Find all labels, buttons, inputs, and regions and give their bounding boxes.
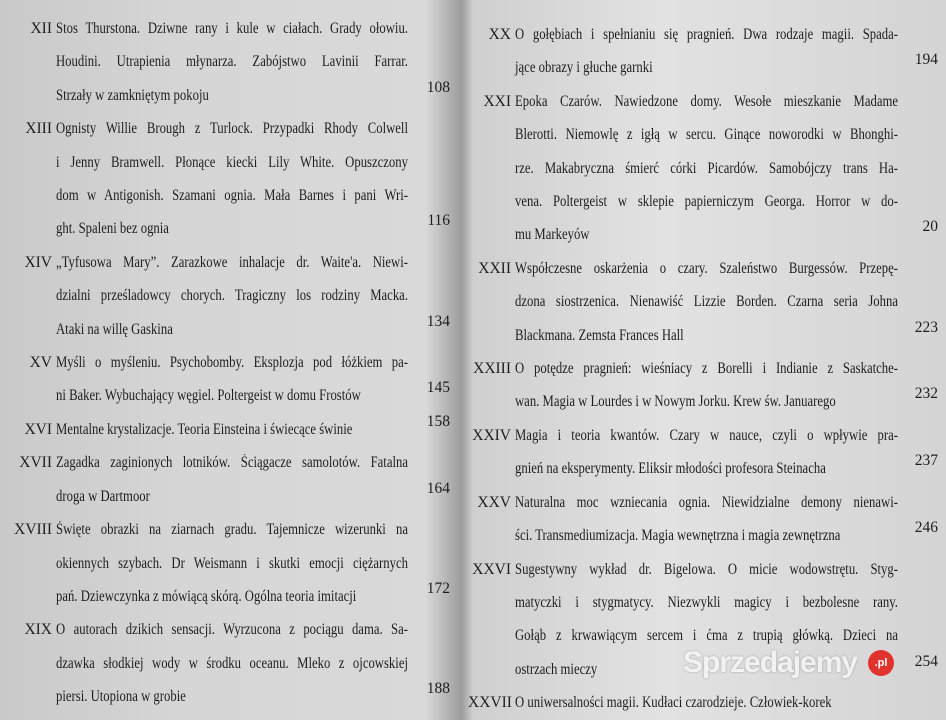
title-line: Myśli o myśleniu. Psychobomby. Eksplozja pod łóżkiem pa- bbox=[56, 354, 408, 372]
toc-entry bbox=[0, 12, 450, 112]
title-line: droga w Dartmoor bbox=[56, 487, 150, 505]
chapter-title bbox=[56, 413, 408, 446]
title-line: i Jenny Bramwell. Płonące kiecki Lily White. Opuszczony bbox=[56, 153, 408, 171]
chapter-title bbox=[515, 686, 898, 719]
page-number: 188 bbox=[426, 680, 450, 698]
title-line: Magia i teoria kwantów. Czary w nauce, czyli o wpływie pra- bbox=[515, 426, 898, 444]
chapter-title bbox=[56, 12, 408, 112]
chapter-numeral: XXI bbox=[483, 92, 511, 110]
title-line: dom w Antigonish. Szamani ognia. Mała Barnes i pani Wri- bbox=[56, 187, 408, 205]
toc-entry bbox=[468, 352, 938, 419]
chapter-numeral: XXIV bbox=[472, 426, 511, 444]
title-line: Gołąb z krwawiącym sercem i ćma z trupią główką. Dzieci na bbox=[515, 627, 898, 645]
toc-entry bbox=[468, 18, 938, 85]
chapter-title bbox=[56, 613, 408, 713]
title-line: dzawka słodkiej wody w środku oceanu. Mleko z ojcowskiej bbox=[56, 654, 408, 672]
watermark-badge: .pl bbox=[868, 650, 894, 676]
page-number: 108 bbox=[426, 78, 450, 96]
title-line: Ataki na willę Gaskina bbox=[56, 320, 173, 338]
toc-entry bbox=[0, 413, 450, 446]
chapter-title bbox=[515, 18, 898, 85]
toc-entry bbox=[468, 686, 938, 719]
chapter-numeral: XVII bbox=[19, 454, 52, 472]
chapter-numeral: XII bbox=[30, 20, 52, 37]
chapter-numeral: XV bbox=[29, 354, 52, 372]
title-line: Epoka Czarów. Nawiedzone domy. Wesołe mieszkanie Madame bbox=[515, 92, 898, 110]
toc-entry bbox=[0, 112, 450, 246]
chapter-title bbox=[56, 446, 408, 513]
page-number: 116 bbox=[427, 212, 450, 230]
title-line: piersi. Utopiona w grobie bbox=[56, 688, 186, 706]
page-number: 145 bbox=[426, 379, 450, 397]
chapter-title bbox=[56, 346, 408, 413]
title-line: pań. Dziewczynka z mówiącą skórą. Ogólna teoria imitacji bbox=[56, 587, 357, 605]
page-number: 164 bbox=[426, 479, 450, 497]
toc-entry bbox=[468, 486, 938, 553]
title-line: O gołębiach i spełnianiu się pragnień. Dwa rodzaje magii. Spada- bbox=[515, 26, 898, 43]
toc-entry bbox=[0, 613, 450, 713]
title-line: jące obrazy i głuche garnki bbox=[515, 59, 653, 77]
title-line: dzona siostrzenica. Nienawiść Lizzie Borden. Czarna seria Johna bbox=[515, 293, 898, 311]
chapter-numeral: XXVI bbox=[472, 560, 511, 578]
title-line: wan. Magia w Lourdes i w Nowym Jorku. Krew św. Januarego bbox=[515, 393, 836, 411]
toc-entry bbox=[468, 419, 938, 486]
chapter-numeral: XXII bbox=[478, 259, 511, 277]
title-line: ostrzach mieczy bbox=[515, 660, 598, 678]
page-number: 172 bbox=[426, 579, 450, 597]
chapter-title bbox=[56, 112, 408, 246]
title-line: ści. Transmediumizacja. Magia wewnętrzna i magia zewnętrzna bbox=[515, 527, 841, 545]
chapter-title bbox=[515, 85, 898, 252]
title-line: O uniwersalności magii. Kudłaci czarodzieje. Człowiek-korek bbox=[515, 694, 832, 712]
title-line: Naturalna moc wzniecania ognia. Niewidzialne demony nienawi- bbox=[515, 493, 898, 511]
title-line: Blerotti. Niemowlę z igłą w sercu. Ginące noworodki w Bhonghi- bbox=[515, 126, 898, 144]
left-page bbox=[0, 12, 450, 714]
page-number: 158 bbox=[426, 412, 450, 430]
title-line: O autorach dzikich sensacji. Wyrzucona z pociągu dama. Sa- bbox=[56, 621, 408, 639]
title-line: dzialni prześladowcy chorych. Tragiczny los rodziny Macka. bbox=[56, 287, 408, 305]
title-line: matyczki i stygmatycy. Niezwykli magicy i bezbolesne rany. bbox=[515, 593, 898, 611]
chapter-title bbox=[515, 486, 898, 553]
toc-entry bbox=[0, 346, 450, 413]
page-number: 254 bbox=[914, 652, 938, 670]
page-number: 246 bbox=[914, 519, 938, 537]
page-number: 20 bbox=[922, 218, 938, 236]
title-line: vena. Poltergeist w sklepie papierniczym Georga. Horror w do- bbox=[515, 193, 898, 211]
toc-entry bbox=[0, 446, 450, 513]
chapter-numeral: XX bbox=[488, 26, 511, 43]
title-line: Święte obrazki na ziarnach gradu. Tajemnicze wizerunki na bbox=[56, 521, 408, 539]
page-number: 134 bbox=[426, 312, 450, 330]
toc-entry bbox=[0, 513, 450, 613]
page-number: 223 bbox=[914, 318, 938, 336]
chapter-numeral: XXVII bbox=[468, 694, 512, 712]
title-line: Współczesne oskarżenia o czary. Szaleństwo Burgessów. Przepę- bbox=[515, 259, 898, 277]
chapter-numeral: XIII bbox=[25, 120, 52, 138]
chapter-numeral: XIX bbox=[24, 621, 52, 639]
toc-entry bbox=[0, 246, 450, 346]
title-line: okiennych szybach. Dr Weismann i skutki emocji ciężarnych bbox=[56, 554, 408, 572]
chapter-numeral: XXV bbox=[477, 493, 511, 511]
chapter-numeral: XXIII bbox=[473, 360, 511, 378]
title-line: „Tyfusowa Mary”. Zarazkowe inhalacje dr. Waite'a. Niewi- bbox=[56, 253, 408, 271]
title-line: ght. Spaleni bez ognia bbox=[56, 220, 169, 238]
title-line: gnień na eksperymenty. Eliksir młodości profesora Steinacha bbox=[515, 460, 826, 478]
chapter-numeral: XVI bbox=[24, 420, 52, 438]
title-line: rze. Makabryczna śmierć córki Picardów. Samobójczy trans Ha- bbox=[515, 159, 898, 177]
chapter-title bbox=[56, 513, 408, 613]
title-line: Blackmana. Zemsta Frances Hall bbox=[515, 326, 684, 344]
title-line: mu Markeyów bbox=[515, 226, 590, 244]
toc-entry bbox=[468, 85, 938, 252]
chapter-title bbox=[515, 252, 898, 352]
page-number: 194 bbox=[914, 51, 938, 69]
chapter-title bbox=[515, 352, 898, 419]
title-line: Zagadka zaginionych lotników. Ściągacze samolotów. Fatalna bbox=[56, 454, 408, 472]
chapter-numeral: XIV bbox=[24, 253, 52, 271]
title-line: Sugestywny wykład dr. Bigelowa. O micie wodowstrętu. Styg- bbox=[515, 560, 898, 578]
title-line: Ognisty Willie Brough z Turlock. Przypadki Rhody Colwell bbox=[56, 120, 408, 138]
title-line: O potędze pragnień: wieśniacy z Borelli i Indianie z Saskatche- bbox=[515, 360, 898, 378]
title-line: Mentalne krystalizacje. Teoria Einsteina i świecące świnie bbox=[56, 420, 353, 438]
title-line: Strzały w zamkniętym pokoju bbox=[56, 86, 209, 104]
right-page bbox=[468, 18, 938, 720]
page-number: 237 bbox=[914, 452, 938, 470]
toc-entry bbox=[468, 252, 938, 352]
title-line: Houdini. Utrapienia młynarza. Zabójstwo Lavinii Farrar. bbox=[56, 53, 408, 71]
chapter-title bbox=[515, 419, 898, 486]
title-line: Stos Thurstona. Dziwne rany i kule w ciałach. Grady ołowiu. bbox=[56, 20, 408, 37]
chapter-title bbox=[56, 246, 408, 346]
watermark-logo: Sprzedajemy bbox=[683, 646, 858, 679]
page-number: 232 bbox=[914, 385, 938, 403]
chapter-numeral: XVIII bbox=[14, 521, 52, 539]
title-line: ni Baker. Wybuchający węgiel. Poltergeist w domu Frostów bbox=[56, 387, 361, 405]
